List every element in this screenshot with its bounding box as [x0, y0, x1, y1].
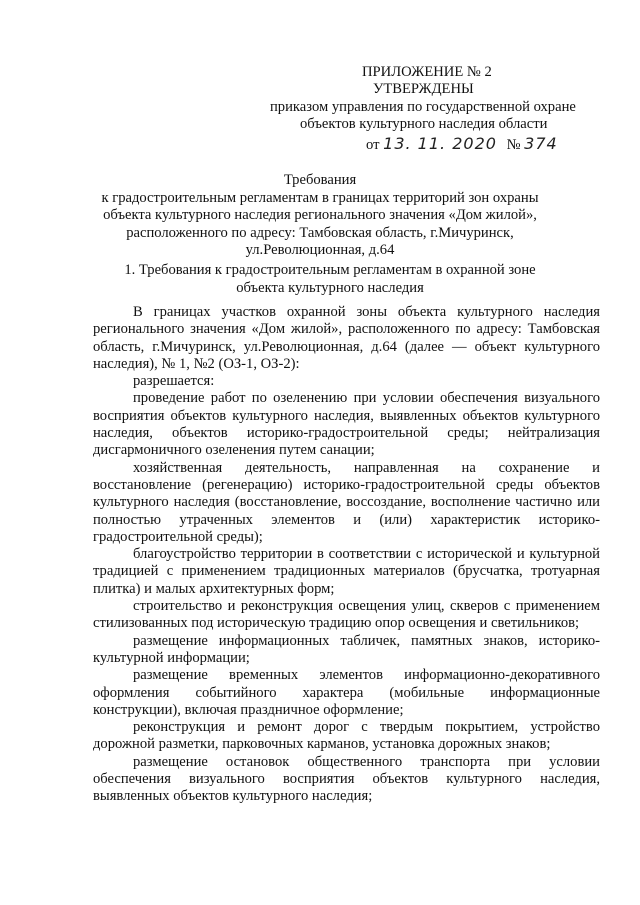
- body-paragraph: размещение остановок общественного транспорта при условии обеспечения визуального восприятия объектов культурного наследия, выявленных объектов культурного наследия;: [93, 753, 600, 805]
- appendix-label: ПРИЛОЖЕНИЕ № 2: [362, 64, 492, 80]
- title-line-5: ул.Революционная, д.64: [245, 242, 395, 258]
- body-paragraph: благоустройство территории в соответствии с исторической и культурной традицией с применением традиционных материалов (брусчатка, тротуарная плитка) и малых архитектурных форм;: [93, 546, 600, 597]
- document-title: [60, 172, 580, 260]
- document-body: [93, 304, 600, 806]
- body-paragraph: строительство и реконструкция освещения улиц, скверов с применением стилизованных под историческую традицию опор освещения и светильников;: [93, 598, 600, 632]
- body-paragraph: проведение работ по озеленению при условии обеспечения визуального восприятия объектов культурного наследия, выявленных объектов культурного наследия, объектов историко-градостроительной среды; нейтрализация дисгармоничного озеленения путем санации;: [93, 390, 600, 459]
- handwritten-number: 374: [524, 134, 558, 153]
- body-paragraph: хозяйственная деятельность, направленная на сохранение и восстановление (регенерацию) историко-градостроительной среды объектов культурного наследия (восстановление, воссоздание, восполнение частично или полностью утраченных элементов и (или) характеристик историко-градостроительной среды);: [93, 459, 600, 545]
- body-paragraph: реконструкция и ремонт дорог с твердым покрытием, устройство дорожной разметки, парковочных карманов, установка дорожных знаков;: [93, 719, 600, 753]
- body-paragraph: размещение временных элементов информационно-декоративного оформления событийного характера (мобильные информационные конструкции), включая праздничное оформление;: [93, 667, 600, 718]
- title-line-2: к градостроительным регламентам в границах территорий зон охраны: [101, 189, 539, 206]
- approved-label: УТВЕРЖДЕНЫ: [373, 81, 474, 97]
- section-heading: [100, 262, 560, 297]
- order-line-2: объектов культурного наследия области: [300, 116, 548, 132]
- order-line-1: приказом управления по государственной охране: [270, 99, 576, 115]
- title-line-3: объекта культурного наследия регионального значения «Дом жилой»,: [103, 207, 537, 223]
- number-label: №: [506, 137, 521, 153]
- title-line-4: расположенного по адресу: Тамбовская область, г.Мичуринск,: [126, 224, 514, 241]
- title-line-1: Требования: [283, 172, 357, 188]
- body-paragraph: В границах участков охранной зоны объекта культурного наследия регионального значения «Дом жилой», расположенного по адресу: Тамбовская область, г.Мичуринск, ул.Революционная, д.64 (далее — объект культурного наследия), № 1, №2 (ОЗ-1, ОЗ-2):: [93, 304, 600, 372]
- handwritten-date: 13. 11. 2020: [383, 134, 497, 153]
- order-date-line: [366, 134, 558, 154]
- section-line-1: 1. Требования к градостроительным регламентам в охранной зоне: [124, 262, 536, 278]
- section-line-2: объекта культурного наследия: [236, 279, 424, 296]
- body-paragraph: разрешается:: [133, 373, 215, 390]
- from-label: от: [366, 137, 380, 153]
- body-paragraph: размещение информационных табличек, памятных знаков, историко-культурной информации;: [93, 632, 600, 666]
